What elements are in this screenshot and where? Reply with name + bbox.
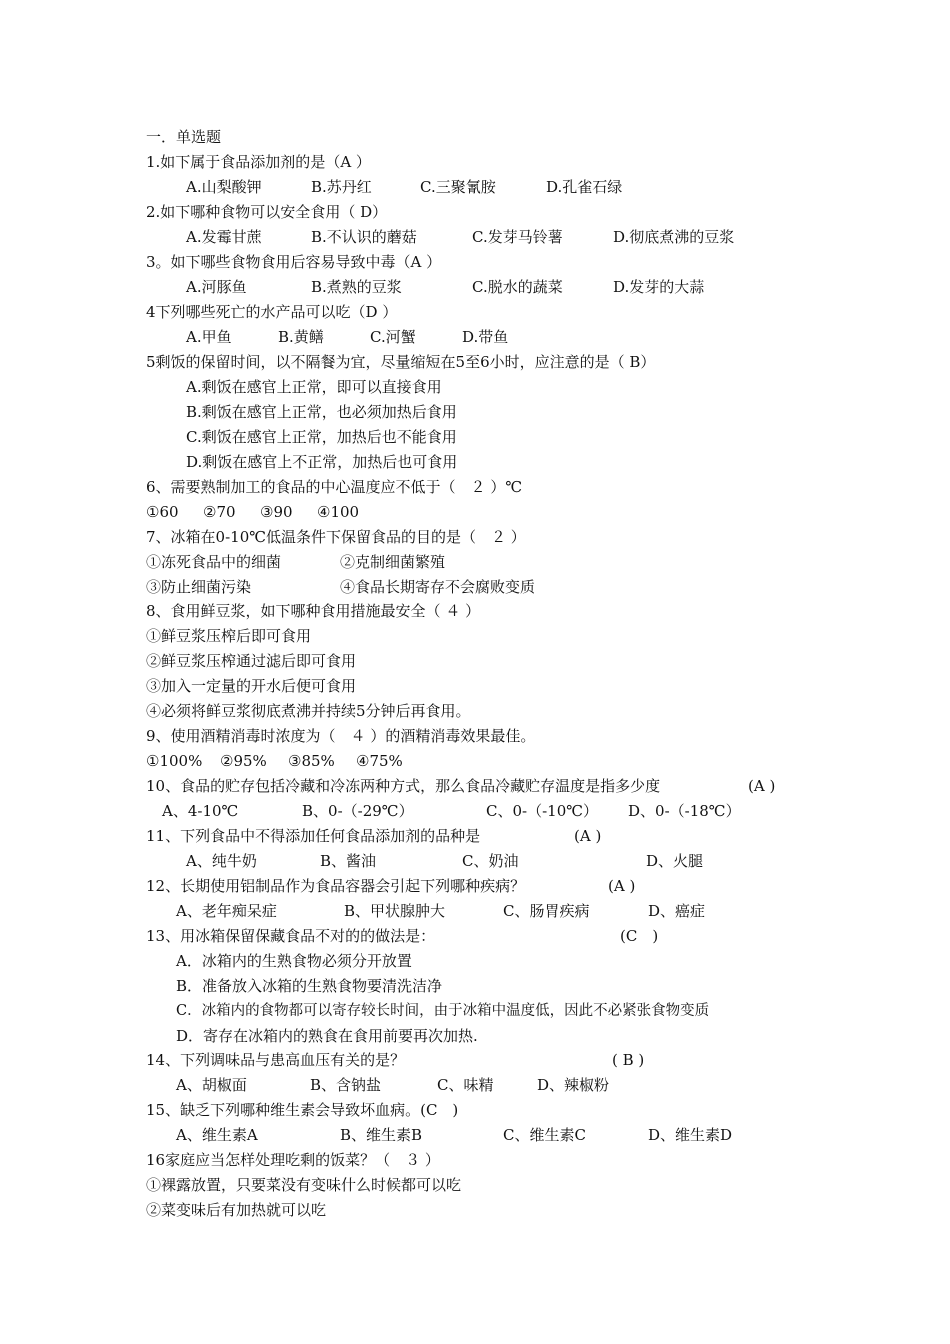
option: ①鲜豆浆压榨后即可食用 [146, 627, 312, 645]
option: B、酱油 [320, 852, 377, 870]
option: C．冰箱内的食物都可以寄存较长时间，由于冰箱中温度低，因此不必紧张食物变质 [176, 1003, 710, 1019]
option: A、纯牛奶 [186, 852, 257, 870]
option: C、维生素C [503, 1126, 586, 1144]
option: C、奶油 [462, 852, 519, 870]
option: B.黄鳝 [278, 328, 324, 346]
question-text: 6、需要熟制加工的食品的中心温度应不低于（ ２ ）℃ [146, 478, 523, 496]
question-text: 4下列哪些死亡的水产品可以吃（D ） [146, 303, 398, 321]
option: ③90 [260, 503, 293, 521]
option: C.剩饭在感官上正常，加热后也不能食用 [186, 428, 457, 446]
section-title: 一．单选题 [146, 128, 222, 146]
option: ③加入一定量的开水后便可食用 [146, 677, 357, 695]
option: ④75% [356, 752, 403, 770]
option: C、肠胃疾病 [503, 902, 590, 920]
option: D.剩饭在感官上不正常，加热后也可食用 [186, 453, 458, 471]
option: C.脱水的蔬菜 [472, 278, 563, 296]
question-text: 2.如下哪种食物可以安全食用（ D） [146, 203, 388, 221]
option: ①冻死食品中的细菌 [146, 553, 282, 571]
answer: (A ) [748, 777, 776, 795]
option: C.河蟹 [370, 328, 416, 346]
answer: (C ) [620, 927, 659, 945]
option: A、维生素A [176, 1126, 258, 1144]
option: D.彻底煮沸的豆浆 [613, 228, 735, 246]
option: D．寄存在冰箱内的熟食在食用前要再次加热. [176, 1027, 478, 1045]
option: A.剩饭在感官上正常，即可以直接食用 [186, 378, 442, 396]
answer: (A ) [608, 877, 636, 895]
option: B.苏丹红 [311, 178, 372, 196]
question-text: 12、长期使用铝制品作为食品容器会引起下列哪种疾病？ [146, 877, 526, 895]
option: ②克制细菌繁殖 [340, 553, 446, 571]
question-text: 13、用冰箱保留保藏食品不对的的做法是： [146, 927, 436, 945]
option: ②菜变味后有加热就可以吃 [146, 1201, 327, 1219]
option: B、含钠盐 [310, 1076, 382, 1094]
option: D、火腿 [646, 852, 704, 870]
option: B.煮熟的豆浆 [311, 278, 402, 296]
option: ②70 [203, 503, 236, 521]
question-text: 9、使用酒精消毒时浓度为（ ４ ）的酒精消毒效果最佳。 [146, 727, 536, 745]
option: C、0-（-10℃） [486, 802, 599, 820]
question-text: 3。如下哪些食物食用后容易导致中毒（A ） [146, 253, 442, 271]
option: A、老年痴呆症 [176, 902, 277, 920]
option: ③防止细菌污染 [146, 578, 252, 596]
option: ②鲜豆浆压榨通过滤后即可食用 [146, 652, 357, 670]
option: C.三聚氰胺 [420, 178, 496, 196]
option: A.甲鱼 [186, 328, 232, 346]
option: C、味精 [437, 1076, 494, 1094]
option: D、癌症 [648, 902, 706, 920]
option: ③85% [288, 752, 335, 770]
option: D.孔雀石绿 [546, 178, 623, 196]
question-text: 11、下列食品中不得添加任何食品添加剂的品种是 [146, 827, 481, 845]
option: A.河豚鱼 [186, 278, 247, 296]
option: ①裸露放置，只要菜没有变味什么时候都可以吃 [146, 1176, 462, 1194]
option: ④100 [317, 503, 360, 521]
answer: (A ) [574, 827, 602, 845]
question-text: 8、食用鲜豆浆，如下哪种食用措施最安全（ ４ ） [146, 602, 481, 620]
option: C.发芽马铃薯 [472, 228, 563, 246]
option: ④食品长期寄存不会腐败变质 [340, 578, 536, 596]
option: A.发霉甘蔗 [186, 228, 262, 246]
option: A．冰箱内的生熟食物必须分开放置 [176, 952, 412, 970]
option: A.山梨酸钾 [186, 178, 262, 196]
option: B.剩饭在感官上正常，也必须加热后食用 [186, 403, 457, 421]
option: B.不认识的蘑菇 [311, 228, 417, 246]
option: B、0-（-29℃） [302, 802, 414, 820]
option: B、维生素B [340, 1126, 423, 1144]
question-text: 10、食品的贮存包括冷藏和冷冻两种方式，那么食品冷藏贮存温度是指多少度 [146, 777, 661, 795]
option: ④必须将鲜豆浆彻底煮沸并持续5分钟后再食用。 [146, 702, 471, 720]
option: A、胡椒面 [176, 1076, 247, 1094]
option: ①100% [146, 752, 203, 770]
option: ①60 [146, 503, 179, 521]
option: D.发芽的大蒜 [613, 278, 705, 296]
question-text: 16家庭应当怎样处理吃剩的饭菜？（ ３ ） [146, 1151, 440, 1169]
answer: ( B ) [612, 1051, 645, 1069]
option: D、辣椒粉 [537, 1076, 610, 1094]
option: B．准备放入冰箱的生熟食物要清洗洁净 [176, 977, 443, 995]
question-text: 15、缺乏下列哪种维生素会导致坏血病。(C ) [146, 1101, 459, 1119]
option: ②95% [220, 752, 267, 770]
question-text: 14、下列调味品与患高血压有关的是？ [146, 1051, 406, 1069]
option: D、维生素D [648, 1126, 733, 1144]
question-text: 1.如下属于食品添加剂的是（A ） [146, 153, 371, 171]
option: A、4-10℃ [162, 802, 239, 820]
option: D、0-（-18℃） [628, 802, 741, 820]
option: D.带鱼 [462, 328, 509, 346]
option: B、甲状腺肿大 [344, 902, 446, 920]
question-text: 5剩饭的保留时间，以不隔餐为宜，尽量缩短在5至6小时，应注意的是（ B） [146, 353, 656, 371]
question-text: 7、冰箱在0-10℃低温条件下保留食品的目的是（ ２ ） [146, 528, 526, 546]
